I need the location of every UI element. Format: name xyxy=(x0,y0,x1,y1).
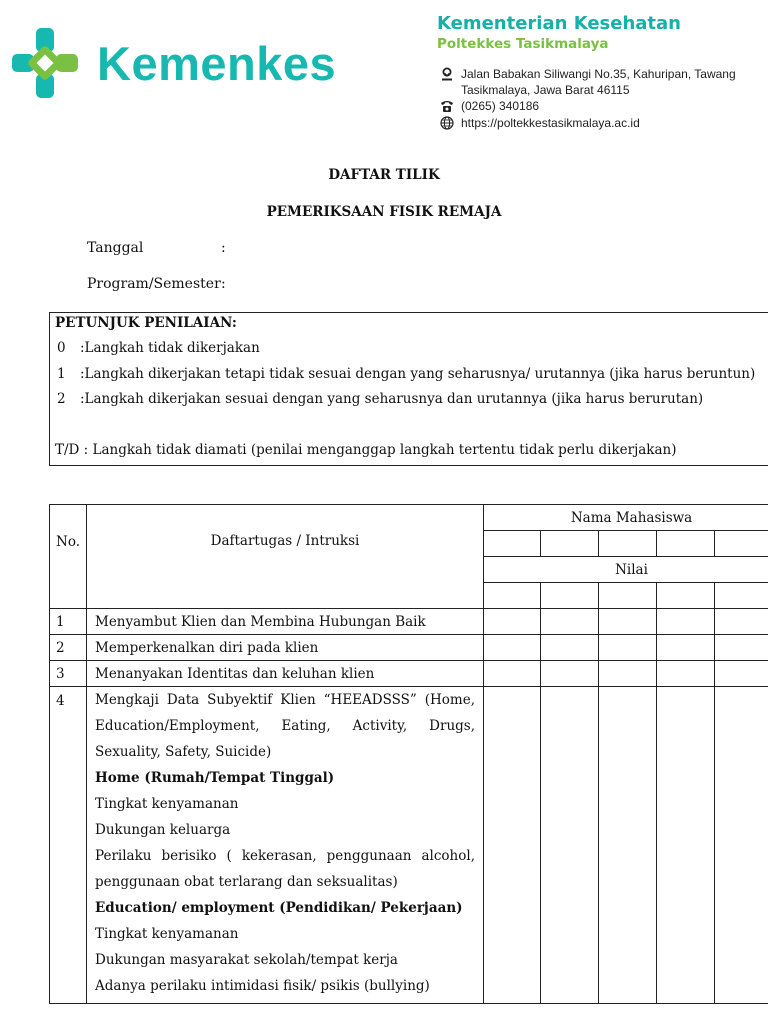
phone-icon xyxy=(440,99,454,113)
score-cell[interactable] xyxy=(541,687,599,1004)
score-cell[interactable] xyxy=(715,687,768,1004)
score-cell[interactable] xyxy=(657,583,715,609)
score-cell[interactable] xyxy=(715,661,768,687)
col-score-header: Nilai xyxy=(484,557,768,583)
score-code-2: 2 xyxy=(57,391,66,407)
row-task-heeadsss xyxy=(87,687,484,1004)
education-heading: Education/ employment (Pendidikan/ Pekerjaan) xyxy=(95,900,463,916)
col-no-header: No. xyxy=(50,505,87,609)
score-desc-0: :Langkah tidak dikerjakan xyxy=(80,340,260,356)
score-cell[interactable] xyxy=(599,583,657,609)
score-cell[interactable] xyxy=(484,635,541,661)
location-pin-icon xyxy=(440,67,454,81)
score-cell[interactable] xyxy=(541,609,599,635)
score-cell[interactable] xyxy=(715,609,768,635)
score-desc-1: :Langkah dikerjakan tetapi tidak sesuai dengan yang seharusnya/ urutannya (jika harus beruntun) xyxy=(80,366,756,382)
address-text: Jalan Babakan Siliwangi No.35, Kahuripan, Tawang Tasikmalaya, Jawa Barat 46115 xyxy=(461,67,736,97)
score-cell[interactable] xyxy=(599,609,657,635)
score-cell[interactable] xyxy=(541,661,599,687)
score-code-1: 1 xyxy=(57,366,66,382)
col-students-header: Nama Mahasiswa xyxy=(484,505,768,531)
globe-icon xyxy=(440,116,454,130)
ministry-name: Kementerian Kesehatan xyxy=(437,13,681,34)
website-link[interactable]: https://poltekkestasikmalaya.ac.id xyxy=(461,116,640,130)
table-row xyxy=(50,661,768,687)
document-subtitle: PEMERIKSAAN FISIK REMAJA xyxy=(266,204,502,220)
row-no: 2 xyxy=(50,635,87,661)
row-task: Menanyakan Identitas dan keluhan klien xyxy=(87,661,484,687)
col-task-header: Daftartugas / Intruksi xyxy=(87,505,484,609)
score-cell[interactable] xyxy=(657,609,715,635)
education-item: Dukungan masyarakat sekolah/tempat kerja xyxy=(95,952,398,968)
score-code-0: 0 xyxy=(57,340,66,356)
score-cell[interactable] xyxy=(541,635,599,661)
row-task: Menyambut Klien dan Membina Hubungan Baik xyxy=(87,609,484,635)
heeadsss-intro: Mengkaji Data Subyektif Klien “HEEADSSS” (Home, Education/Employment, Eating, Activity, Drugs, Sexuality, Safety, Suicide) xyxy=(95,692,475,760)
score-cell[interactable] xyxy=(484,687,541,1004)
score-cell[interactable] xyxy=(484,661,541,687)
student-name-cell[interactable] xyxy=(541,531,599,557)
home-heading: Home (Rumah/Tempat Tinggal) xyxy=(95,770,335,786)
td-note: T/D : Langkah tidak diamati (penilai menganggap langkah tertentu tidak perlu dikerjakan) xyxy=(55,442,677,458)
instructions-heading: PETUNJUK PENILAIAN: xyxy=(55,315,237,331)
score-cell[interactable] xyxy=(715,583,768,609)
table-header-row xyxy=(50,505,768,531)
home-item: Perilaku berisiko ( kekerasan, penggunaan alcohol, penggunaan obat terlarang dan seksualitas) xyxy=(95,848,475,890)
table-row xyxy=(50,635,768,661)
table-row xyxy=(50,687,768,1004)
score-cell[interactable] xyxy=(484,583,541,609)
table-row xyxy=(50,609,768,635)
checklist-table xyxy=(49,504,768,1004)
row-no: 1 xyxy=(50,609,87,635)
score-cell[interactable] xyxy=(657,635,715,661)
brand-name: Kemenkes xyxy=(97,37,337,90)
campus-name: Poltekkes Tasikmalaya xyxy=(437,36,609,52)
row-task: Memperkenalkan diri pada klien xyxy=(87,635,484,661)
row-no: 4 xyxy=(50,687,87,1004)
document-title: DAFTAR TILIK xyxy=(328,167,440,183)
kemenkes-logo-icon xyxy=(10,26,80,100)
program-semester-colon: : xyxy=(221,276,226,292)
score-desc-2: :Langkah dikerjakan sesuai dengan yang seharusnya dan urutannya (jika harus berurutan) xyxy=(80,391,704,407)
row-no: 3 xyxy=(50,661,87,687)
score-cell[interactable] xyxy=(599,661,657,687)
student-name-cell[interactable] xyxy=(657,531,715,557)
phone-text: (0265) 340186 xyxy=(461,99,540,113)
student-name-cell[interactable] xyxy=(599,531,657,557)
home-item: Dukungan keluarga xyxy=(95,822,231,838)
date-colon: : xyxy=(221,240,226,256)
score-cell[interactable] xyxy=(657,687,715,1004)
score-cell[interactable] xyxy=(484,609,541,635)
score-cell[interactable] xyxy=(541,583,599,609)
student-name-cell[interactable] xyxy=(484,531,541,557)
home-item: Tingkat kenyamanan xyxy=(95,796,239,812)
date-label: Tanggal xyxy=(87,240,144,256)
student-name-cell[interactable] xyxy=(715,531,768,557)
education-item: Tingkat kenyamanan xyxy=(95,926,239,942)
score-cell[interactable] xyxy=(715,635,768,661)
score-cell[interactable] xyxy=(657,661,715,687)
program-semester-label: Program/Semester xyxy=(87,276,221,292)
education-item: Adanya perilaku intimidasi fisik/ psikis (bullying) xyxy=(95,978,430,994)
score-cell[interactable] xyxy=(599,687,657,1004)
score-cell[interactable] xyxy=(599,635,657,661)
